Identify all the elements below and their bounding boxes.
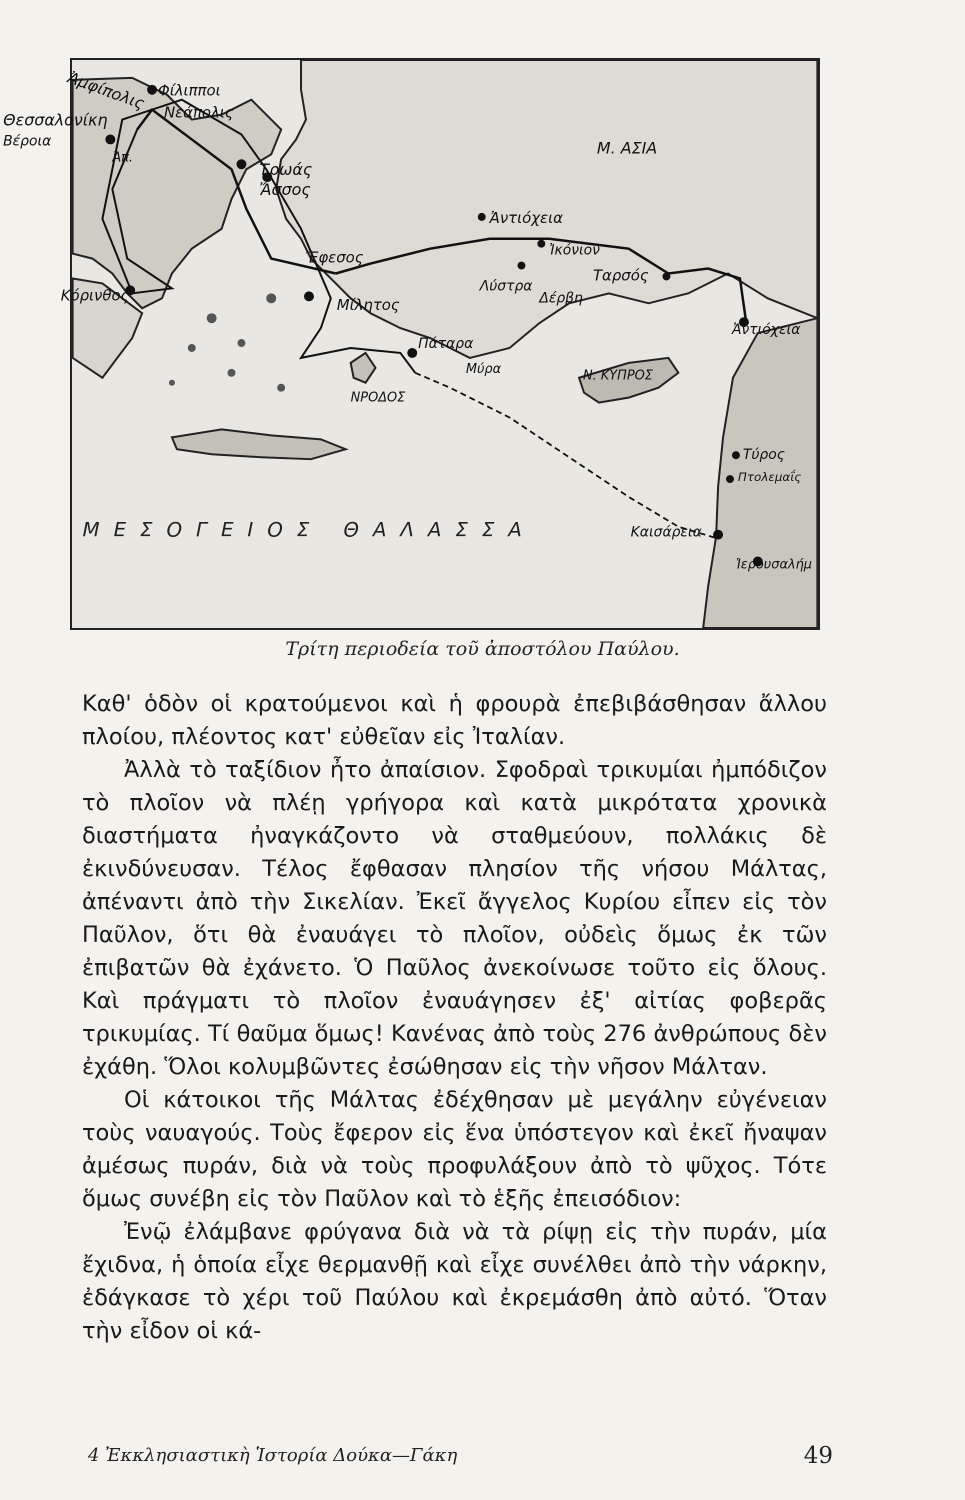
label-rodos: ΝΡΟΔΟΣ	[350, 390, 406, 406]
label-tyros: Τύρος	[742, 447, 785, 464]
aegean-island	[266, 293, 276, 303]
label-amfipolis: Ἀμφίπολις	[65, 67, 148, 114]
aegean-island	[169, 380, 175, 386]
label-thessaloniki: Θεσσαλονίκη	[3, 110, 108, 130]
label-korinthos: Κόρινθος	[60, 286, 130, 305]
book-signature: 4 Ἐκκλησιαστικὴ Ἱστορία Δούκα—Γάκη	[88, 1445, 458, 1466]
city-dot	[105, 134, 115, 144]
city-dot	[537, 240, 545, 248]
aegean-island	[207, 313, 217, 323]
paragraph: Οἱ κάτοικοι τῆς Μάλτας ἐδέχθησαν μὲ μεγάλην εὐγένειαν τοὺς ναυαγούς. Τοὺς ἔφερον εἰς ἕνα ὑπόστεγον καὶ ἐκεῖ ἤναψαν ἀμέσως πυράν, διὰ νὰ τοὺς προφυλάξουν ἀπὸ τὸ ψῦχος. Τότε ὅμως συνέβη εἰς τὸν Παῦλον καὶ τὸ ἑξῆς ἐπεισόδιον:	[82, 1087, 827, 1212]
city-dot	[478, 213, 486, 221]
label-patara: Πάταρα	[418, 335, 474, 352]
city-dot	[713, 530, 723, 540]
city-dot	[147, 85, 157, 95]
aegean-island	[188, 344, 196, 352]
label-tarsos: Ταρσός	[592, 266, 649, 285]
paragraph: Ἀλλὰ τὸ ταξίδιον ἦτο ἀπαίσιον. Σφοδραὶ τρικυμίαι ἠμπόδιζον τὸ πλοῖον νὰ πλέῃ γρήγορα καὶ κατὰ μικρότατα χρονικὰ διαστήματα ἠναγκάζοντο νὰ σταθμεύουν, πολλάκις δὲ ἐκινδύνευσαν. Τέλος ἔφθασαν πλησίον τῆς νήσου Μάλτας, ἀπέναντι ἀπὸ τὴν Σικελίαν. Ἐκεῖ ἄγγελος Κυρίου εἶπεν εἰς τὸν Παῦλον, ὅτι θὰ ἐναυάγει τὸ πλοῖον, οὐδεὶς ὅμως ἐκ τῶν ἐπιβατῶν θὰ ἐχάνετο. Ὁ Παῦλος ἀνεκοίνωσε τοῦτο εἰς ὅλους. Καὶ πράγματι τὸ πλοῖον ἐναυάγησεν ἐξ' αἰτίας φοβερᾶς τρικυμίας. Τί θαῦμα ὅμως! Κανένας ἀπὸ τοὺς 276 ἀνθρώπους δὲν ἐχάθη. Ὅλοι κολυμβῶντες ἐσώθησαν εἰς τὴν νῆσον Μάλταν.	[82, 757, 827, 1080]
paragraph: Ἐνῷ ἐλάμβανε φρύγανα διὰ νὰ τὰ ρίψῃ εἰς τὴν πυράν, μία ἔχιδνα, ἡ ὁποία εἶχε θερμανθῇ καὶ εἶχε συνέλθει ἀπὸ τὴν νάρκην, ἐδάγκασε τὸ χέρι τοῦ Παύλου καὶ ἐκρεμάσθη ἀπὸ αὐτό. Ὅταν τὴν εἶδον οἱ κά-	[82, 1219, 827, 1344]
label-ierousalim: Ἱερουσαλήμ	[735, 557, 812, 573]
page-footer	[88, 1445, 833, 1475]
label-miltos: Μίλητος	[336, 296, 400, 315]
city-dot	[304, 291, 314, 301]
city-dot	[236, 159, 246, 169]
aegean-island	[237, 339, 245, 347]
label-lystra: Λύστρα	[479, 278, 533, 295]
label-kaisareia: Καισάρεια	[630, 524, 702, 541]
label-ikonion: Ἰκόνιον	[549, 242, 600, 259]
label-veroia: Βέροια	[3, 133, 52, 150]
label-myra: Μύρα	[465, 361, 502, 377]
city-dot	[517, 262, 525, 270]
map-caption: Τρίτη περιοδεία τοῦ ἀποστόλου Παύλου.	[285, 638, 680, 660]
city-dot	[726, 475, 734, 483]
label-filippoi: Φίλιπποι	[158, 81, 221, 100]
route-map	[3, 58, 820, 630]
label-mesogeios: ΜΕΣΟΓΕΙΟΣ ΘΑΛΑΣΣΑ	[82, 518, 536, 542]
map-drawing	[3, 60, 818, 628]
label-assos: Ἄσσος	[259, 180, 311, 200]
label-antiocheia-pisidia: Ἀντιόχεια	[489, 208, 563, 227]
label-ptolemais: Πτολεμαΐς	[737, 470, 802, 485]
city-dot	[662, 273, 670, 281]
aegean-island	[277, 384, 285, 392]
city-dot	[732, 451, 740, 459]
label-antiocheia-syria: Ἀντιόχεια	[731, 322, 801, 339]
rhodes-island	[351, 353, 376, 383]
page-number: 49	[803, 1443, 833, 1469]
city-dot	[407, 348, 417, 358]
route-line	[415, 373, 718, 539]
label-derbi: Δέρβη	[539, 290, 583, 307]
label-m-asia: Μ. ΑΣΙΑ	[596, 138, 658, 158]
label-apollonia: Ἀπ.	[112, 150, 134, 166]
label-efesos: Ἔφεσος	[304, 248, 364, 267]
body-text	[82, 688, 827, 1348]
label-kypros: Ν. ΚΥΠΡΟΣ	[583, 368, 653, 384]
label-neapolis: Νεάπολις	[163, 103, 234, 122]
crete-island	[172, 429, 346, 459]
label-troas: Τρωάς	[259, 160, 313, 180]
aegean-island	[228, 369, 236, 377]
paragraph: Καθ' ὁδὸν οἱ κρατούμενοι καὶ ἡ φρουρὰ ἐπεβιβάσθησαν ἄλλου πλοίου, πλέοντος κατ' εὐθεῖαν εἰς Ἰταλίαν.	[82, 691, 827, 750]
